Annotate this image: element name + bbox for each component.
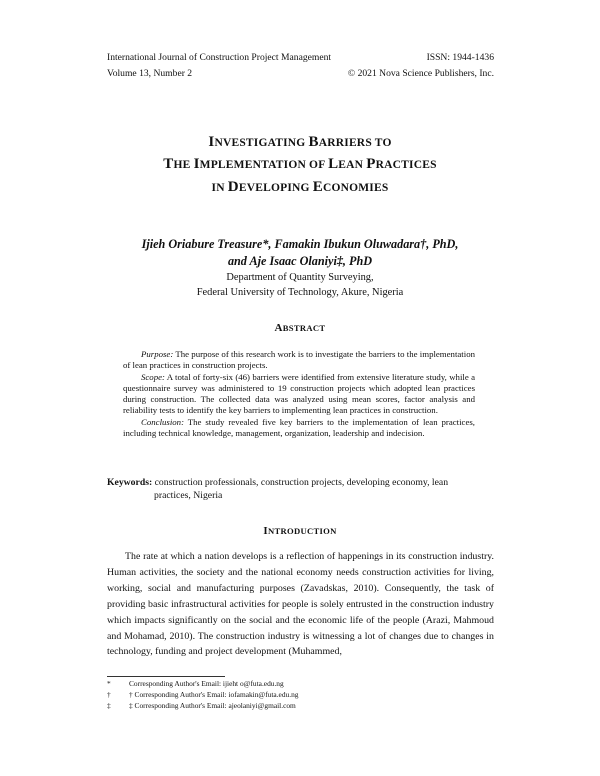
title-line-3 (60, 180, 540, 195)
footnote-2 (107, 690, 494, 699)
abstract-body (123, 349, 475, 439)
affiliation-department: Department of Quantity Surveying, (226, 272, 374, 283)
footnote-text: ‡ Corresponding Author's Email: ajeolaniyi@gmail.com (129, 701, 296, 710)
running-header-line-1 (107, 52, 494, 63)
conclusion-text: The study revealed five key barriers to the implementation of lean practices, including technical knowledge, management, organization, leadership and indecision. (123, 416, 475, 439)
keywords-label: Keywords: (107, 477, 153, 488)
title-capital: D (227, 179, 239, 195)
scope-label: Scope: (141, 371, 165, 382)
conclusion-label: Conclusion: (141, 416, 185, 427)
purpose-text: The purpose of this research work is to investigate the barriers to the implementation of lean practices in construction projects. (123, 349, 475, 371)
keywords (107, 476, 494, 502)
volume-number: Volume 13, Number 2 (107, 68, 193, 79)
footnote-1 (107, 679, 494, 688)
author-list-line-1: Ijieh Oriabure Treasure*, Famakin Ibukun Oluwadara†, PhD, (141, 237, 459, 251)
keywords-text-1: construction professionals, construction projects, developing economy, lean (152, 477, 449, 488)
heading-capital: A (274, 322, 283, 334)
introduction-paragraph: The rate at which a nation develops is a reflection of happenings in its construction industry. Human activities, the society and the national economy needs construction activities for living, working, social and manufacturing purposes (Zavadskas, 2010). Consequently, the task of providing basic infrastructural activities for people is solely entrusted in the construction industry which impacts significantly on the social and the economic life of the people (Arazi, Mahmoud and Mohamad, 2010). The construction industry is witnessing a lot of changes due to changes in technology, funding and project development (Muhammed, (107, 551, 494, 658)
footnote-text: † Corresponding Author's Email: iofamakin@futa.edu.ng (129, 690, 299, 699)
introduction-heading (60, 525, 540, 537)
title-capital: P (366, 156, 376, 172)
introduction-body (107, 549, 494, 660)
affiliation-university: Federal University of Technology, Akure, Nigeria (196, 287, 404, 298)
title-smallcaps: CONOMIES (322, 182, 389, 194)
heading-smallcaps: NTRODUCTION (267, 526, 337, 536)
author-list-line-2: and Aje Isaac Olaniyi‡, PhD (227, 254, 373, 268)
keywords-text-2: practices, Nigeria (154, 490, 223, 501)
title-capital: E (312, 179, 323, 195)
title-smallcaps: ARRIERS TO (318, 137, 392, 149)
title-smallcaps: EAN (338, 159, 367, 171)
title-smallcaps: IN (211, 182, 228, 194)
scope-text: A total of forty-six (46) barriers were identified from extensive literature study, while a questionnaire survey was administered to 19 construction projects which adopted lean practices during construction. The collected data was analyzed using mean scores, factor analysis and reliability tests to identify the key barriers to implementing lean practices in construction. (123, 371, 475, 416)
copyright-notice: © 2021 Nova Science Publishers, Inc. (347, 68, 494, 79)
heading-smallcaps: BSTRACT (282, 323, 326, 333)
title-smallcaps: HE (173, 159, 194, 171)
title-line-1 (60, 135, 540, 150)
heading-capital: I (263, 525, 268, 537)
title-capital: L (328, 156, 339, 172)
title-capital: T (163, 156, 174, 172)
title-smallcaps: NVESTIGATING (214, 137, 309, 149)
abstract-scope (123, 372, 475, 417)
footnote-rule (107, 676, 225, 677)
abstract-heading (60, 322, 540, 334)
footnote-mark: ‡ (107, 701, 111, 710)
title-smallcaps: RACTICES (375, 159, 437, 171)
footnote-mark: * (107, 679, 111, 688)
abstract-conclusion (123, 417, 475, 440)
footnote-3 (107, 701, 494, 710)
running-header-line-2 (107, 68, 494, 79)
title-smallcaps: MPLEMENTATION OF (199, 159, 329, 171)
purpose-label: Purpose: (141, 349, 174, 359)
footnote-mark: † (107, 690, 111, 699)
title-capital: I (193, 156, 200, 172)
title-smallcaps: EVELOPING (238, 182, 313, 194)
title-capital: I (208, 134, 215, 150)
title-capital: B (308, 134, 319, 150)
abstract-purpose (123, 349, 475, 372)
title-line-2 (60, 157, 540, 172)
journal-name: International Journal of Construction Project Management (107, 52, 332, 63)
issn: ISSN: 1944-1436 (426, 52, 494, 63)
keywords-line-1 (107, 476, 494, 489)
footnote-text: Corresponding Author's Email: ijieht o@futa.edu.ng (129, 679, 284, 688)
